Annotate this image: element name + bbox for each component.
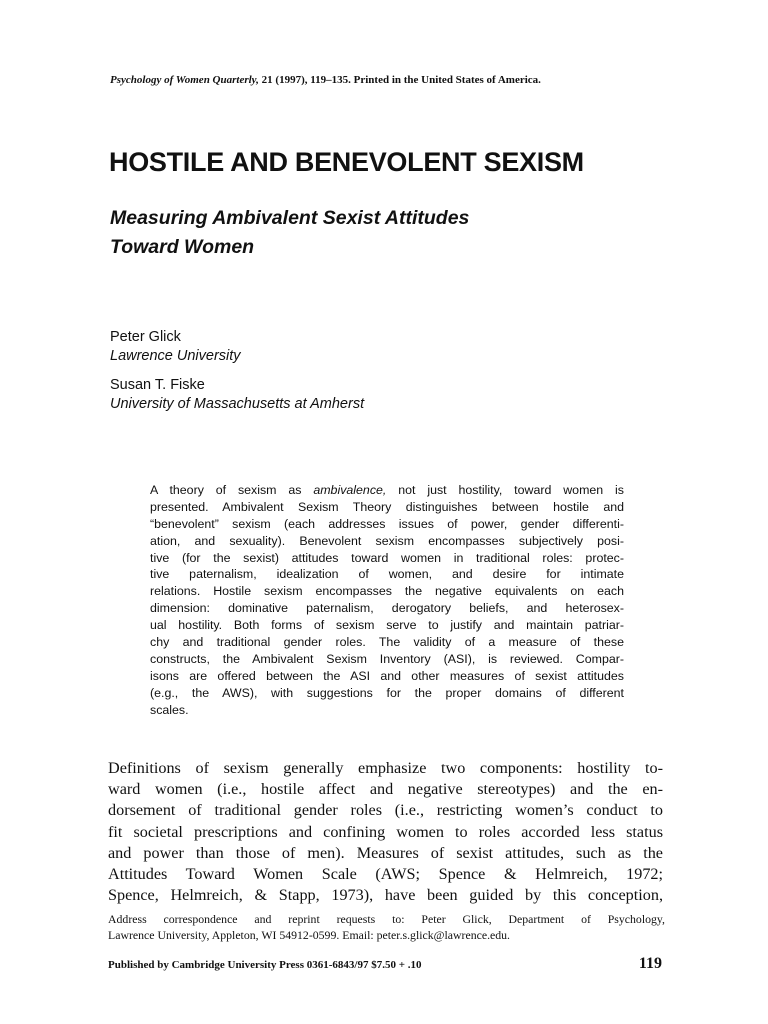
abstract-text: A theory of sexism as	[150, 483, 314, 497]
abstract-text: not just hostility, toward women is	[386, 483, 624, 497]
journal-details: 21 (1997), 119–135. Printed in the United States of America.	[258, 74, 541, 86]
author-affiliation: Lawrence University	[110, 348, 241, 364]
abstract-line: relations. Hostile sexism encompasses the negative equivalents on each	[150, 584, 624, 599]
footnote-line: Address correspondence and reprint requests to: Peter Glick, Department of Psychology,	[108, 912, 665, 926]
author-name: Peter Glick	[110, 329, 181, 345]
abstract-line: isons are offered between the ASI and other measures of sexist attitudes	[150, 668, 624, 683]
subtitle-line: Measuring Ambivalent Sexist Attitudes	[110, 207, 470, 229]
author-affiliation: University of Massachusetts at Amherst	[110, 396, 365, 412]
body-line: Spence, Helmreich, & Stapp, 1973), have been guided by this conception,	[108, 886, 663, 905]
author-entry	[110, 376, 670, 414]
abstract-emphasis: ambivalence,	[313, 483, 387, 497]
abstract-line: tive paternalism, idealization of women, and desire for intimate	[150, 567, 624, 582]
body-line: and power than those of men). Measures of sexist attitudes, such as the	[108, 843, 663, 862]
journal-citation	[110, 73, 670, 87]
abstract-line: scales.	[150, 702, 189, 717]
body-line: ward women (i.e., hostile affect and negative stereotypes) and the en-	[108, 780, 663, 799]
article-title: HOSTILE AND BENEVOLENT SEXISM	[109, 147, 584, 177]
body-line: Definitions of sexism generally emphasize two components: hostility to-	[108, 759, 663, 777]
body-line: dorsement of traditional gender roles (i.e., restricting women’s conduct to	[108, 801, 663, 820]
body-line: fit societal prescriptions and confining women to roles accorded less status	[108, 822, 663, 841]
abstract-line	[150, 482, 624, 499]
footnote-line: Lawrence University, Appleton, WI 54912-0599. Email: peter.s.glick@lawrence.edu.	[108, 928, 511, 942]
abstract-line: presented. Ambivalent Sexism Theory distinguishes between hostile and	[150, 499, 624, 514]
abstract	[150, 482, 624, 718]
abstract-line: “benevolent” sexism (each addresses issues of power, gender differenti-	[150, 516, 624, 531]
author-entry	[110, 328, 670, 366]
page-number: 119	[638, 955, 662, 972]
abstract-line: (e.g., the AWS), with suggestions for the proper domains of different	[150, 685, 624, 700]
author-block	[110, 328, 670, 424]
body-line: Attitudes Toward Women Scale (AWS; Spence & Helmreich, 1972;	[108, 864, 663, 883]
abstract-line: tive (for the sexist) attitudes toward women in traditional roles: protec-	[150, 550, 624, 565]
body-paragraph	[108, 758, 663, 906]
article-subtitle	[110, 204, 670, 262]
publisher-line: Published by Cambridge University Press 0361-6843/97 $7.50 + .10	[108, 959, 422, 971]
abstract-line: ation, and sexuality). Benevolent sexism encompasses subjectively posi-	[150, 533, 624, 548]
correspondence-footnote	[108, 911, 665, 943]
subtitle-line: Toward Women	[110, 236, 255, 258]
abstract-line: dimension: dominative paternalism, derogatory beliefs, and heterosex-	[150, 601, 624, 616]
abstract-line: constructs, the Ambivalent Sexism Inventory (ASI), is reviewed. Compar-	[150, 651, 624, 666]
abstract-line: chy and traditional gender roles. The validity of a measure of these	[150, 635, 624, 650]
journal-name: Psychology of Women Quarterly,	[110, 74, 259, 86]
abstract-line: ual hostility. Both forms of sexism serve to justify and maintain patriar-	[150, 618, 624, 633]
author-name: Susan T. Fiske	[110, 377, 205, 393]
